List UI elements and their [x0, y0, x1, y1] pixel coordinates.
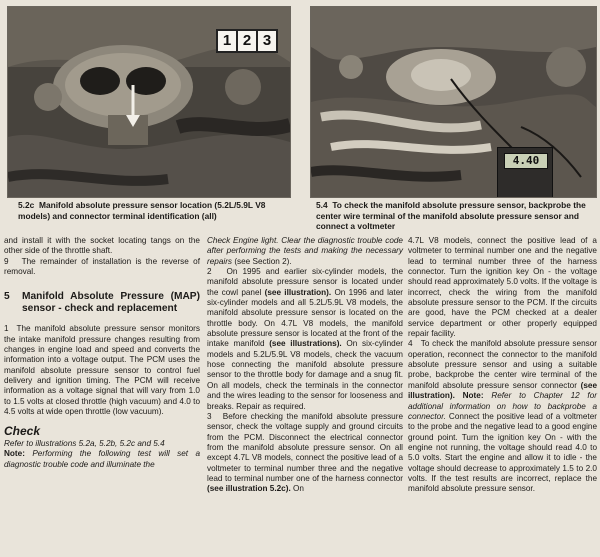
caption-number: 5.4	[316, 200, 328, 210]
terminal-3-label: 3	[262, 32, 272, 49]
connector-terminal-diagram	[216, 29, 278, 53]
paragraph	[207, 236, 403, 267]
caption-text: To check the manifold absolute pressure sensor, backprobe the center wire terminal of the manifold absolute pressure sensor and connect a voltmeter	[316, 200, 586, 231]
paragraph-text: Before checking the manifold absolute pressure sensor, check the voltage supply and ground circuits from the PCM. Disconnect the electrical connector from the manifold absolute pressure sensor. On all except 4.7L V8 models, connect the positive lead of a voltmeter to terminal number three and the negative lead to terminal number one of the harness connector	[207, 411, 403, 483]
paragraph: 4.7L V8 models, connect the positive lead of a voltmeter to terminal number one and the negative lead to terminal number three of the harness connector. Turn the ignition key On - the voltage should read approximately 5.0 volts. If the voltage is incorrect, check the wiring from the manifold absolute pressure sensor to the PCM. If the circuits are good, have the PCM checked at a dealer service department or other properly equipped repair facility.	[408, 236, 597, 339]
step-number: 1	[4, 324, 9, 334]
figure-caption-5-4	[316, 200, 594, 232]
note-label: Note:	[462, 391, 484, 401]
note	[4, 449, 200, 470]
paragraph-text: On	[293, 484, 304, 494]
paragraph-text: Connect the positive lead of a voltmeter to the probe and the negative lead to a good engine ground point. Turn the ignition key On - with the engine not running, the voltage should read 4.0 to 5.0 volts. Start the engine and allow it to idle - the voltage should decrease to approximately 1.5 to 2.0 volts. If the test results are incorrect, replace the manifold absolute pressure sensor.	[408, 411, 597, 494]
step-number: 9	[4, 256, 9, 266]
illustration-reference: (see illustrations).	[269, 339, 342, 349]
note-label: Note:	[4, 449, 25, 459]
engine-voltmeter-image	[311, 7, 596, 197]
step-number: 2	[207, 267, 212, 277]
illustration-reference: Refer to illustrations 5.2a, 5.2b, 5.2c and 5.4	[4, 438, 165, 448]
paragraph	[408, 339, 597, 494]
caption-number: 5.2c	[18, 200, 35, 210]
subsection-heading: Check	[4, 424, 41, 439]
paragraph-text: On 1995 and earlier six-cylinder models, the manifold absolute pressure sensor is located under the cowl panel	[207, 267, 403, 297]
figure-5-4-photo	[310, 6, 597, 198]
illustration-reference: (see illustration).	[408, 380, 597, 401]
paragraph	[207, 412, 403, 495]
paragraph	[207, 267, 403, 412]
note-text: Performing the following test will set a diagnostic trouble code and illuminate the	[4, 449, 200, 469]
voltmeter-display: 4.40	[504, 153, 548, 169]
note-continued: Check Engine light. Clear the diagnostic trouble code after performing the tests and making the necessary repairs	[207, 236, 403, 266]
note-text: Refer to Chapter 12 for additional information on how to backprobe a connector.	[408, 391, 597, 421]
text-column-3	[408, 236, 597, 495]
terminal-2-label: 2	[238, 31, 258, 51]
step-number: 3	[207, 411, 212, 421]
section-title: Manifold Absolute Pressure (MAP) sensor - check and replacement	[22, 291, 200, 315]
text-column-2	[207, 236, 403, 495]
caption-text: Manifold absolute pressure sensor location (5.2L/5.9L V8 models) and connector terminal identification (all)	[18, 200, 266, 221]
section-number: 5	[4, 291, 10, 303]
paragraph-text: On 1996 and later six-cylinder models and all 5.2L/5.9L V8 models, the manifold absolute pressure sensor is located on the throttle body. On 4.7L V8 models, the manifold absolute pressure sensor is located at the front of the intake manifold	[207, 287, 403, 349]
text-column-1	[4, 236, 200, 470]
paragraph	[4, 257, 200, 278]
section-heading	[4, 291, 200, 315]
terminal-1-label: 1	[218, 31, 238, 51]
figure-caption-5-2c	[18, 200, 290, 221]
illustration-reference: (see illustration).	[264, 287, 332, 297]
paragraph-text: On six-cylinder models and 5.2L/5.9L V8 models, check the vacuum hose connecting the manifold absolute pressure sensor to the throttle body for damage and a snug fit. On all models, check the terminals in the connector and the wires leading to the sensor for looseness and breaks. Repair as required.	[207, 339, 403, 411]
figure-5-2c-photo	[7, 6, 291, 198]
paragraph	[4, 324, 200, 417]
illustration-reference: (see illustration 5.2c).	[207, 484, 291, 494]
voltmeter	[497, 147, 553, 198]
paragraph: and install it with the socket locating tangs on the other side of the throttle shaft.	[4, 236, 200, 256]
paragraph-text: The remainder of installation is the reverse of removal.	[4, 256, 200, 277]
paragraph-text: The manifold absolute pressure sensor monitors the intake manifold pressure changes resulting from changes in engine load and speed and converts the information into a voltage output. The PCM uses the manifold absolute pressure sensor to control fuel delivery and ignition timing. The PCM will receive information as a voltage signal that will vary from 1.0 to 1.5 volts at closed throttle (high vacuum) and 4.0 to 4.5 volts at wide open throttle (low vacuum).	[4, 324, 200, 417]
paragraph-text: To check the manifold absolute pressure sensor operation, reconnect the connector to the manifold absolute pressure sensor and using a suitable probe, backprobe the center wire terminal of the manifold absolute pressure sensor connector	[408, 339, 597, 390]
section-reference: (see Section 2).	[234, 256, 292, 266]
step-number: 4	[408, 339, 413, 349]
